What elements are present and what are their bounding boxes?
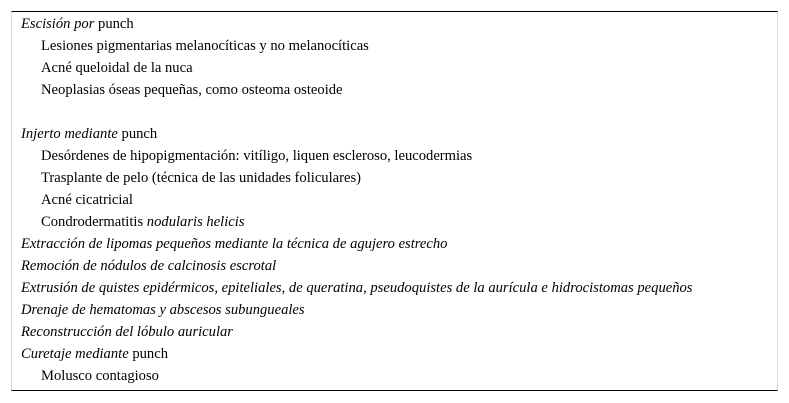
table-subitem-row	[12, 167, 777, 189]
table-subitem-row	[12, 145, 777, 167]
table-heading-row	[12, 255, 777, 277]
table-heading-row	[12, 321, 777, 343]
row-text-segment: Acné cicatricial	[41, 192, 133, 208]
row-text-segment: punch	[94, 16, 134, 32]
row-text-segment: Extrusión de quistes epidérmicos, epiteliales, de queratina, pseudoquistes de la aurícula e hidrocistomas pequeños	[21, 280, 693, 296]
row-text-segment: Curetaje mediante	[21, 346, 129, 362]
table-subitem-row	[12, 35, 777, 57]
table-heading-row	[12, 343, 777, 365]
table-subitem-row	[12, 79, 777, 101]
row-text-segment: Condrodermatitis	[41, 214, 147, 230]
table-heading-row	[12, 233, 777, 255]
row-text-segment: Escisión por	[21, 16, 95, 32]
row-text-segment: Drenaje de hematomas y abscesos subungueales	[21, 302, 305, 318]
table-heading-row	[12, 123, 777, 145]
row-text-segment: Molusco contagioso	[41, 368, 159, 384]
table-heading-row	[12, 299, 777, 321]
row-text-segment: Remoción de nódulos de calcinosis escrotal	[21, 258, 277, 274]
table-subitem-row	[12, 189, 777, 211]
table-heading-row	[12, 13, 777, 35]
table-subitem-row	[12, 211, 777, 233]
row-text-segment: Injerto mediante	[21, 126, 118, 142]
table-heading-row	[12, 277, 777, 299]
table-subitem-row	[12, 365, 777, 387]
row-text-segment: Neoplasias óseas pequeñas, como osteoma osteoide	[41, 82, 343, 98]
row-text-segment: Desórdenes de hipopigmentación: vitíligo, liquen escleroso, leucodermias	[41, 148, 473, 164]
row-text-segment: Reconstrucción del lóbulo auricular	[21, 324, 233, 340]
row-text-segment: nodularis helicis	[146, 214, 245, 230]
table-subitem-row	[12, 57, 777, 79]
row-text-segment: Acné queloidal de la nuca	[41, 60, 193, 76]
table-rows	[12, 13, 777, 387]
row-text-segment: punch	[128, 346, 168, 362]
table-spacer-row	[12, 101, 777, 123]
row-text-segment: Extracción de lipomas pequeños mediante la técnica de agujero estrecho	[21, 236, 448, 252]
row-text-segment: Lesiones pigmentarias melanocíticas y no melanocíticas	[41, 38, 369, 54]
row-text-segment: Trasplante de pelo (técnica de las unidades foliculares)	[41, 170, 362, 186]
row-text-segment: punch	[117, 126, 158, 142]
indications-table	[11, 11, 778, 391]
